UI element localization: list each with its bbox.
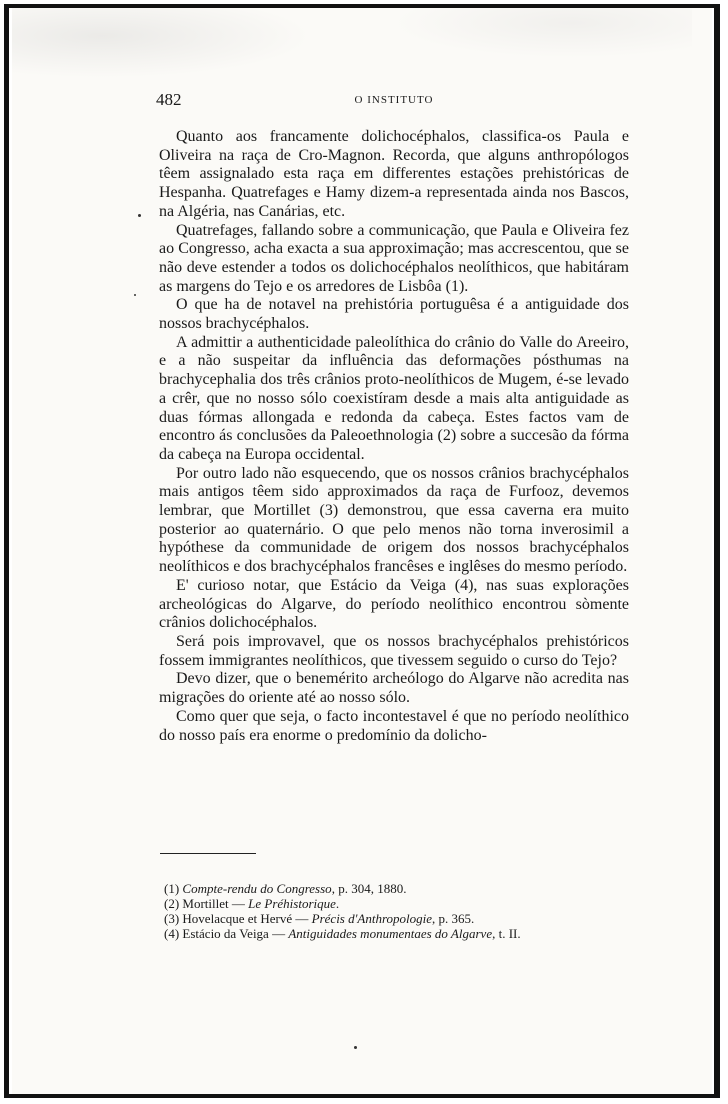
- footnote: [164, 911, 654, 926]
- scan-speck: [134, 294, 136, 296]
- footnote-title: Antiguidades monumentaes do Algarve: [288, 926, 493, 941]
- paragraph: E' curioso notar, que Estácio da Veiga (4), nas suas explorações archeológicas do Algarve, do período neolíthico encontrou sòmente crânios dolichocéphalos.: [159, 576, 629, 632]
- scan-speck: [138, 214, 141, 217]
- footnote-title: Précis d'Anthropologie: [311, 911, 433, 926]
- footnote-rest: .: [335, 896, 340, 911]
- footnote-marker: (1): [164, 881, 180, 896]
- footnote-marker: (2): [164, 896, 180, 911]
- body-text: [159, 128, 629, 745]
- footnote-marker: (4): [164, 926, 180, 941]
- paragraph: O que ha de notavel na prehistória portuguêsa é a antiguidade dos nossos brachycéphalos.: [159, 296, 629, 333]
- running-title: O INSTITUTO: [354, 94, 434, 106]
- page-number: 482: [156, 90, 182, 109]
- footnote: [164, 926, 654, 941]
- paragraph: Por outro lado não esquecendo, que os nossos crânios brachycéphalos mais antigos têem sido approximados da raça de Furfooz, devemos lembrar, que Mortillet (3) demonstrou, que essa caverna era muito posterior ao quaternário. O que pelo menos não torna inverosimil a hypóthese da communidade de origem dos nossos brachycéphalos neolíthicos e dos brachycéphalos francêses e inglêses do mesmo período.: [159, 464, 629, 576]
- footnote-author: Hovelacque et Hervé —: [182, 911, 312, 926]
- footnote: [164, 896, 654, 911]
- footnote-rest: , t. II.: [492, 926, 521, 941]
- page-header: [156, 90, 632, 112]
- paragraph: Quatrefages, fallando sobre a communicação, que Paula e Oliveira fez ao Congresso, acha exacta a sua approximação; mas accrescentou, que se não deve estender a todos os dolichocéphalos neolíthicos, que habitáram as margens do Tejo e os arredores de Lisbôa (1).: [159, 221, 629, 295]
- paragraph: Será pois improvavel, que os nossos brachycéphalos prehistóricos fossem immigrantes neolíthicos, que tivessem seguido o curso do Tejo?: [159, 632, 629, 669]
- footnote-rest: , p. 304, 1880.: [331, 881, 407, 896]
- footnote: [164, 881, 654, 896]
- footnote-rule: [160, 853, 256, 854]
- footnote-marker: (3): [164, 911, 180, 926]
- paragraph: Como quer que seja, o facto incontestavel é que no período neolíthico do nosso país era enorme o predomínio da dolicho-: [159, 707, 629, 744]
- footnote-author: Mortillet —: [182, 896, 249, 911]
- paragraph: Quanto aos francamente dolichocéphalos, classifica-os Paula e Oliveira na raça de Cro-Magnon. Recorda, que alguns anthropólogos têem assignalado esta raça em differentes estações prehistóricas de Hespanha. Quatrefages e Hamy dizem-a representada ainda nos Bascos, na Algéria, nas Canárias, etc.: [159, 128, 629, 220]
- paragraph: A admittir a authenticidade paleolíthica do crânio do Valle do Areeiro, e a não suspeitar da influência das deformações pósthumas na brachycephalia dos três crânios proto-neolíthicos de Mugem, é-se levado a crêr, que no nosso sólo coexistíram desde a mais alta antiguidade as duas fórmas allongada e redonda da cabeça. Estes factos vam de encontro ás conclusões da Paleoethnologia (2) sobre a succesão da fórma da cabeça na Europa occidental.: [159, 333, 629, 463]
- scan-speck: [354, 1046, 357, 1049]
- footnote-title: Compte-rendu do Congresso: [182, 881, 332, 896]
- footnote-author: Estácio da Veiga —: [182, 926, 289, 941]
- footnotes: [164, 881, 654, 941]
- footnote-rest: , p. 365.: [432, 911, 475, 926]
- footnote-title: Le Préhistorique: [248, 896, 336, 911]
- paragraph: Devo dizer, que o benemérito archeólogo do Algarve não acredita nas migrações do oriente até ao nosso sólo.: [159, 670, 629, 707]
